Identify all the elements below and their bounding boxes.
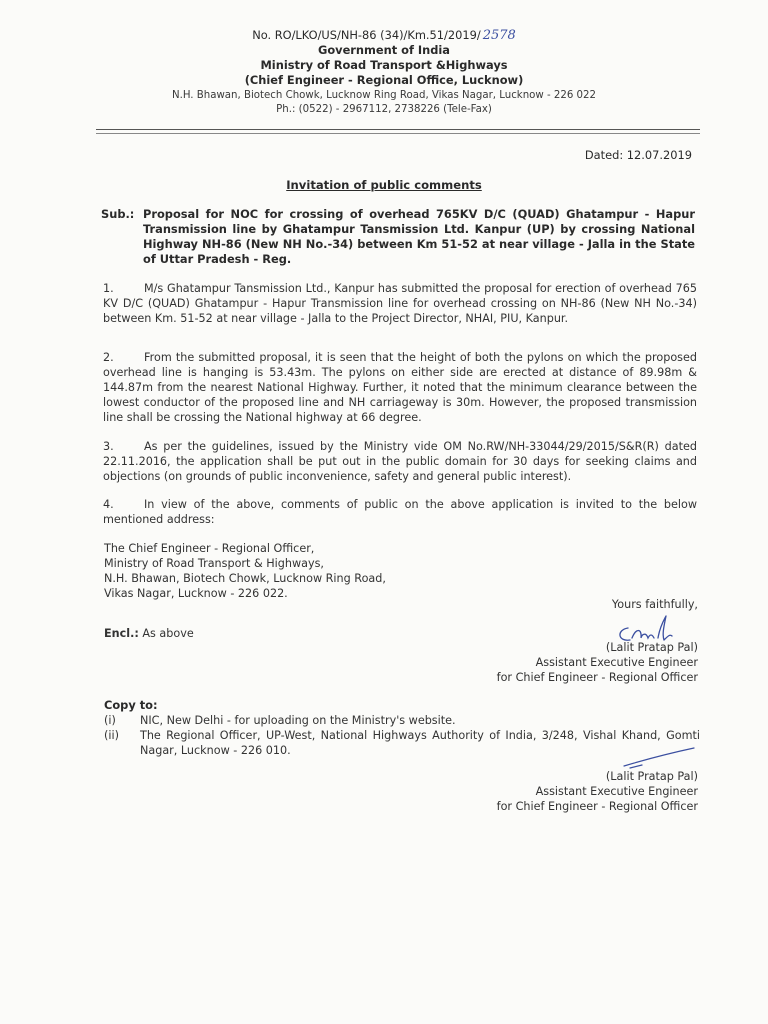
copy-item-text: The Regional Officer, UP-West, National Highways Authority of India, 3/248, Vishal Khand, Gomti Nagar, Lucknow - 226 010.	[140, 729, 700, 757]
closing-salutation: Yours faithfully,	[611, 598, 698, 611]
copy-item-text: NIC, New Delhi - for uploading on the Ministry's website.	[140, 714, 456, 727]
letter-date: Dated: 12.07.2019	[584, 148, 692, 162]
subject-block	[101, 207, 695, 267]
signatory-for: for Chief Engineer - Regional Officer	[496, 800, 698, 813]
letter-title: Invitation of public comments	[286, 178, 482, 192]
signatory-designation: Assistant Executive Engineer	[535, 656, 698, 669]
signatory-name: (Lalit Pratap Pal)	[605, 770, 698, 783]
recipient-address	[104, 541, 386, 601]
initials-mark	[620, 744, 700, 770]
paragraph-2	[103, 350, 697, 425]
paragraph-3	[103, 439, 697, 484]
copy-item-number: (i)	[104, 714, 116, 727]
office-phone: Ph.: (0522) - 2967112, 2738226 (Tele-Fax)	[276, 104, 492, 115]
enclosure	[104, 627, 194, 640]
address-line: Vikas Nagar, Lucknow - 226 022.	[104, 587, 288, 600]
paragraph-text: In view of the above, comments of public on the above application is invited to the below mentioned address:	[103, 498, 697, 526]
office-address: N.H. Bhawan, Biotech Chowk, Lucknow Ring Road, Vikas Nagar, Lucknow - 226 022	[171, 90, 597, 101]
reference-number-text: No. RO/LKO/US/NH-86 (34)/Km.51/2019/	[252, 28, 481, 42]
paragraph-number: 4.	[103, 498, 114, 511]
address-line: The Chief Engineer - Regional Officer,	[104, 542, 315, 555]
paragraph-4	[103, 497, 697, 527]
paragraph-number: 1.	[103, 282, 114, 295]
paragraph-text: M/s Ghatampur Tansmission Ltd., Kanpur has submitted the proposal for erection of overhead 765 KV D/C (QUAD) Ghatampur - Hapur Transmission line for overhead crossing on NH-86 (New NH No.-34) between Km. 51-52 at near village - Jalla to the Project Director, NHAI, PIU, Kanpur.	[103, 282, 697, 325]
header-divider	[96, 129, 700, 130]
enclosure-label: Encl.:	[104, 627, 139, 640]
signatory-block-copy	[497, 769, 698, 814]
copy-to-heading: Copy to:	[104, 698, 158, 712]
address-line: N.H. Bhawan, Biotech Chowk, Lucknow Ring Road,	[104, 572, 386, 585]
government-title: Government of India	[317, 43, 450, 57]
copy-item-number: (ii)	[104, 729, 119, 742]
copy-item	[104, 728, 700, 758]
paragraph-text: From the submitted proposal, it is seen that the height of both the pylons on which the proposed overhead line is hanging is 53.43m. The pylons on either side are erected at distance of 89.98m & 144.87m from the nearest National Highway. Further, it noted that the minimum clearance between the lowest conductor of the proposed line and NH carriageway is 30m. However, the proposed transmission line shall be crossing the National highway at 66 degree.	[103, 351, 697, 424]
ministry-title: Ministry of Road Transport &Highways	[260, 58, 508, 72]
copy-to-list	[104, 713, 700, 758]
paragraph-number: 3.	[103, 440, 114, 453]
paragraph-1	[103, 281, 697, 326]
signatory-designation: Assistant Executive Engineer	[535, 785, 698, 798]
signatory-name: (Lalit Pratap Pal)	[605, 641, 698, 654]
address-line: Ministry of Road Transport & Highways,	[104, 557, 324, 570]
office-title: (Chief Engineer - Regional Office, Lucknow)	[244, 73, 524, 87]
reference-number	[0, 28, 768, 43]
subject-label: Sub.:	[101, 207, 135, 221]
copy-item	[104, 713, 700, 728]
paragraph-number: 2.	[103, 351, 114, 364]
paragraph-text: As per the guidelines, issued by the Ministry vide OM No.RW/NH-33044/29/2015/S&R(R) dated 22.11.2016, the application shall be put out in the public domain for 30 days for seeking claims and objections (on grounds of public inconvenience, safety and general public interest).	[103, 440, 697, 483]
subject-text: Proposal for NOC for crossing of overhead 765KV D/C (QUAD) Ghatampur - Hapur Transmission line by Ghatampur Tansmission Ltd. Kanpur (UP) by crossing National Highway NH-86 (New NH No.-34) between Km 51-52 at near village - Jalla in the State of Uttar Pradesh - Reg.	[143, 207, 695, 266]
signatory-for: for Chief Engineer - Regional Officer	[496, 671, 698, 684]
signatory-block	[497, 640, 698, 685]
header-divider-thin	[96, 133, 700, 134]
enclosure-text: As above	[142, 627, 194, 640]
handwritten-number: 2578	[482, 28, 516, 43]
